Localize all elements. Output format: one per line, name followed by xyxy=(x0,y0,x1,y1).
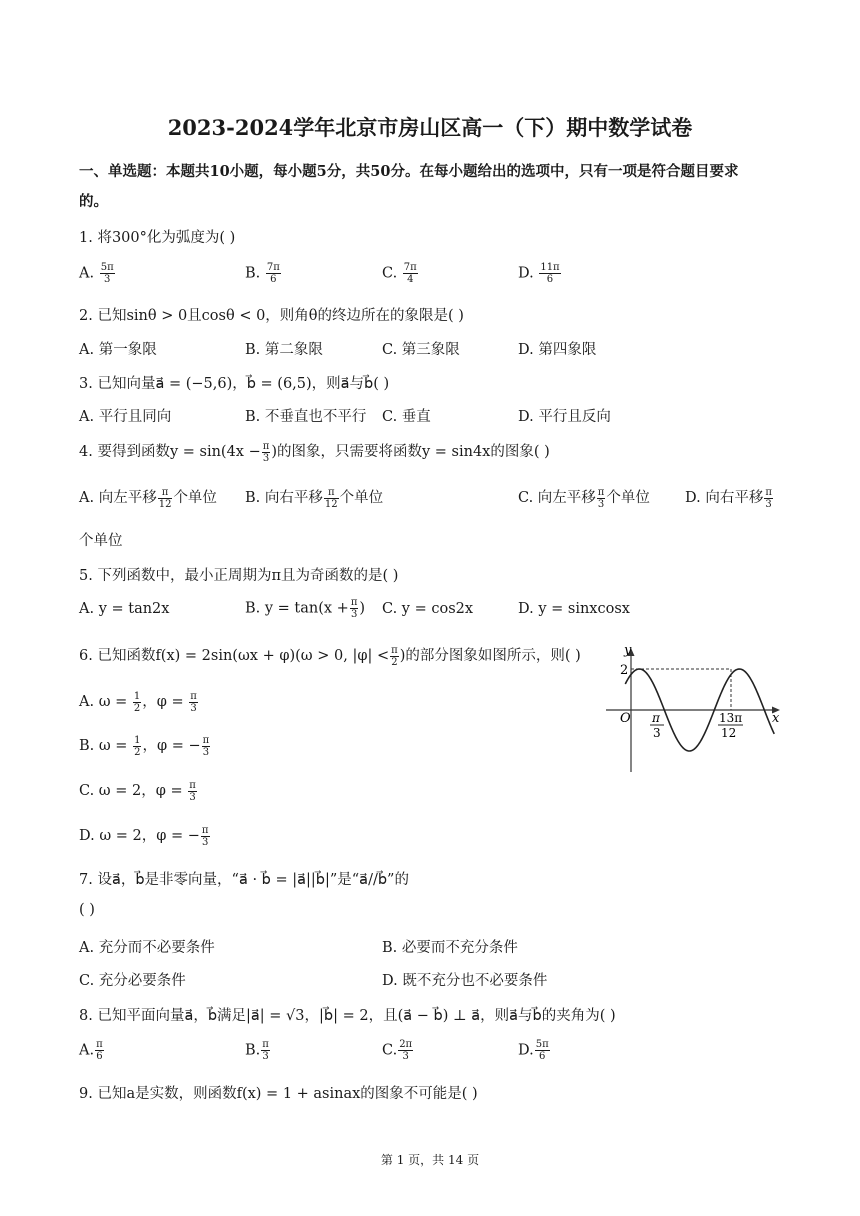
question-1-stem: 1. 将300°化为弧度为( ) xyxy=(79,230,236,246)
question-4-stem: 4. 要得到函数y = sin(4x − $\frac{\pi}{3}$ )的图象，只需要将函数y = sin4x的图象( ) xyxy=(79,440,550,464)
x-axis-label: x xyxy=(772,711,780,726)
question-8-stem: 8. 已知平面向量a⃗，b⃗满足|a⃗| = √3，|b⃗| = 2，且(a⃗ − b⃗) ⊥ a⃗，则a⃗与b⃗的夹角为( ) xyxy=(79,1008,616,1024)
q6-option-a[interactable]: A. ω = $\frac{1}{2}$ ，φ = $\frac{\pi}{3}$ xyxy=(79,690,197,714)
q1-option-a[interactable]: A. $\frac{5\pi}{3}$ xyxy=(79,262,114,285)
q3-option-a[interactable]: A. 平行且同向 xyxy=(79,409,172,425)
q2-option-d[interactable]: D. 第四象限 xyxy=(518,342,597,358)
q4-option-d[interactable]: D. 向右平移 $\frac{\pi}{3}$ xyxy=(685,486,772,510)
origin-label: O xyxy=(620,711,631,726)
tick1-den: 3 xyxy=(653,726,661,740)
q5-option-a[interactable]: A. y = tan2x xyxy=(79,601,170,617)
q6-sine-graph xyxy=(600,640,790,780)
q6-option-d[interactable]: D. ω = 2，φ = − $\frac{\pi}{3}$ xyxy=(79,824,209,848)
question-6-stem: 6. 已知函数f(x) = 2sin(ωx + φ)(ω > 0, |φ| < $\frac{\pi}{2}$ )的部分图象如图所示，则( ) xyxy=(79,644,581,668)
q5-option-b[interactable]: B. y = tan(x + $\frac{\pi}{3}$ ) xyxy=(245,597,366,620)
q7-option-b[interactable]: B. 必要而不充分条件 xyxy=(382,940,518,956)
q2-option-a[interactable]: A. 第一象限 xyxy=(79,342,157,358)
tick1-num: π xyxy=(652,711,660,725)
section-heading-line1: 一、单选题：本题共10小题，每小题5分，共50分。在每小题给出的选项中，只有一项是符合题目要求 xyxy=(79,163,739,180)
q7-option-d[interactable]: D. 既不充分也不必要条件 xyxy=(382,973,548,989)
q8-option-a[interactable]: A. $\frac{\pi}{6}$ xyxy=(79,1039,103,1062)
q4-option-a[interactable]: A. 向左平移 $\frac{\pi}{12}$ 个单位 xyxy=(79,486,217,510)
q5-option-d[interactable]: D. y = sinxcosx xyxy=(518,601,630,617)
tick2-den: 12 xyxy=(721,726,737,740)
y-axis-label: y xyxy=(624,643,632,658)
question-7-paren: ( ) xyxy=(79,902,95,918)
q3-option-b[interactable]: B. 不垂直也不平行 xyxy=(245,409,367,425)
q5-option-c[interactable]: C. y = cos2x xyxy=(382,601,474,617)
q8-option-b[interactable]: B. $\frac{\pi}{3}$ xyxy=(245,1039,269,1062)
q7-option-a[interactable]: A. 充分而不必要条件 xyxy=(79,940,215,956)
q2-option-b[interactable]: B. 第二象限 xyxy=(245,342,323,358)
question-5-stem: 5. 下列函数中，最小正周期为π且为奇函数的是( ) xyxy=(79,568,399,584)
tick2-num: 13π xyxy=(719,711,743,725)
page-title: 2023-2024学年北京市房山区高一（下）期中数学试卷 xyxy=(167,115,693,140)
q7-option-c[interactable]: C. 充分必要条件 xyxy=(79,973,186,989)
question-3-stem: 3. 已知向量a⃗ = (−5,6)，b⃗ = (6,5)，则a⃗与b⃗( ) xyxy=(79,376,390,392)
q1-option-b[interactable]: B. $\frac{7\pi}{6}$ xyxy=(245,262,280,285)
q1-option-d[interactable]: D. $\frac{11\pi}{6}$ xyxy=(518,262,560,285)
q1-option-c[interactable]: C. $\frac{7\pi}{4}$ xyxy=(382,262,417,285)
page-footer: 第 1 页，共 14 页 xyxy=(380,1153,480,1167)
q8-option-c[interactable]: C. $\frac{2\pi}{3}$ xyxy=(382,1039,413,1062)
q6-option-b[interactable]: B. ω = $\frac{1}{2}$ ，φ = − $\frac{\pi}{3}$ xyxy=(79,734,210,758)
section-heading-line2: 的。 xyxy=(79,193,108,210)
y-max-label: 2 xyxy=(620,663,629,678)
q8-option-d[interactable]: D. $\frac{5\pi}{6}$ xyxy=(518,1039,549,1062)
q2-option-c[interactable]: C. 第三象限 xyxy=(382,342,460,358)
q4-option-c[interactable]: C. 向左平移 $\frac{\pi}{3}$ 个单位 xyxy=(518,486,650,510)
question-7-stem: 7. 设a⃗，b⃗是非零向量，“a⃗ · b⃗ = |a⃗||b⃗|”是“a⃗//b⃗”的 xyxy=(79,872,409,888)
question-2-stem: 2. 已知sinθ > 0且cosθ < 0，则角θ的终边所在的象限是( ) xyxy=(79,308,464,324)
q3-option-c[interactable]: C. 垂直 xyxy=(382,409,431,425)
q4-option-b[interactable]: B. 向右平移 $\frac{\pi}{12}$ 个单位 xyxy=(245,486,384,510)
question-9-stem: 9. 已知a是实数，则函数f(x) = 1 + asinax的图象不可能是( ) xyxy=(79,1086,478,1102)
q4-option-d-wrap: 个单位 xyxy=(79,533,123,549)
q6-option-c[interactable]: C. ω = 2，φ = $\frac{\pi}{3}$ xyxy=(79,779,196,803)
q3-option-d[interactable]: D. 平行且反向 xyxy=(518,409,611,425)
